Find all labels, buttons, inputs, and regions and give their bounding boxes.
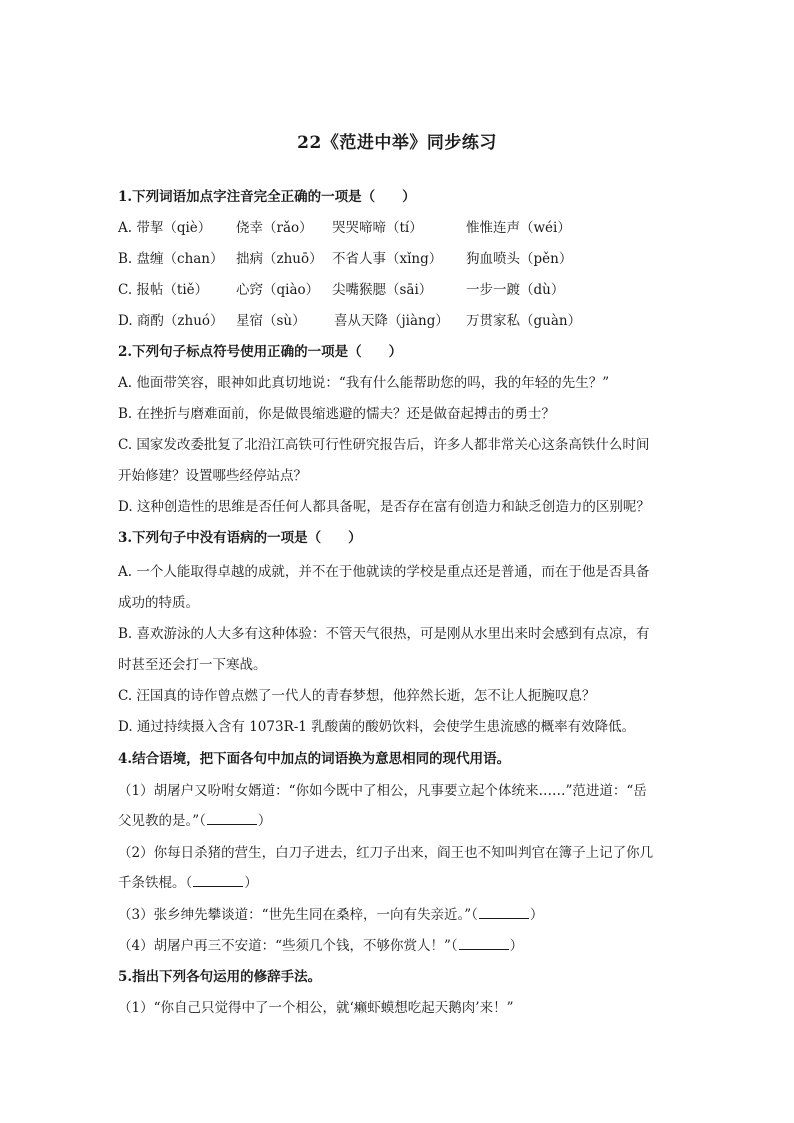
option-word: 哭哭啼啼（tí） <box>332 220 423 236</box>
question-4-stem: 4.结合语境，把下面各句中加点的词语换为意思相同的现代用语。 <box>118 751 511 767</box>
answer-blank[interactable] <box>479 906 529 919</box>
question-3-option-d: D. 通过持续摄入含有 1073R-1 乳酸菌的酸奶饮料，会使学生患流感的概率有效降低。 <box>118 719 636 735</box>
item-text: 父见教的是。”（ <box>118 813 206 829</box>
option-word: 拙病（zhuō） <box>236 251 323 267</box>
option-word: 心窍（qiào） <box>236 282 320 298</box>
option-word: 狗血喷头（pěn） <box>466 251 573 267</box>
question-5-stem: 5.指出下列各句运用的修辞手法。 <box>118 969 322 985</box>
question-2-stem: 2.下列句子标点符号使用正确的一项是（ ） <box>118 344 403 360</box>
question-4-item-2-cont <box>118 874 678 892</box>
answer-blank[interactable] <box>193 874 243 887</box>
question-1-option-a <box>118 219 678 237</box>
question-2-option-a: A. 他面带笑容，眼神如此真切地说：“我有什么能帮助您的吗，我的年轻的先生？” <box>118 375 610 391</box>
question-5-item-1: （1）“你自己只觉得中了一个相公，就‘癞虾蟆想吃起天鹅肉’来！” <box>118 1000 514 1016</box>
question-1-option-d <box>118 312 678 330</box>
item-text: （3）张乡绅先攀谈道：“世先生同在桑梓，一向有失亲近。”（ <box>118 907 478 923</box>
close-paren: ） <box>244 875 258 891</box>
question-1-stem: 1.下列词语加点字注音完全正确的一项是（ ） <box>118 189 416 205</box>
option-word: C. 报帖（tiě） <box>118 282 209 298</box>
question-4-item-2: （2）你每日杀猪的营生，白刀子进去，红刀子出来，阎王也不知叫判官在簿子上记了你几 <box>118 845 654 861</box>
option-word: 侥幸（rǎo） <box>236 220 313 236</box>
question-1-option-b <box>118 250 678 268</box>
question-4-item-4 <box>118 937 678 955</box>
question-4-item-1: （1）胡屠户又吩咐女婿道：“你如今既中了相公，凡事要立起个体统来……”范进道：“岳 <box>118 783 647 799</box>
option-word: 惟惟连声（wéi） <box>466 220 571 236</box>
answer-blank[interactable] <box>459 937 509 950</box>
question-4-item-3 <box>118 906 678 924</box>
question-3-option-b: B. 喜欢游泳的人大多有这种体验：不管天气很热，可是刚从水里出来时会感到有点凉，有 <box>118 626 650 642</box>
close-paren: ） <box>509 938 524 954</box>
question-3-stem: 3.下列句子中没有语病的一项是（ ） <box>118 530 362 546</box>
question-3-option-c: C. 汪国真的诗作曾点燃了一代人的青春梦想，他猝然长逝，怎不让人扼腕叹息？ <box>118 688 596 704</box>
option-word: 不省人事（xǐng） <box>332 251 443 267</box>
item-text: （4）胡屠户再三不安道：“些须几个钱，不够你赏人！”（ <box>118 938 458 954</box>
question-2-option-c: C. 国家发改委批复了北沿江高铁可行性研究报告后，许多人都非常关心这条高铁什么时间 <box>118 437 650 453</box>
close-paren: ） <box>529 907 544 923</box>
question-4-item-1-cont <box>118 812 678 830</box>
option-word: 尖嘴猴腮（sāi） <box>332 282 433 298</box>
option-word: 一步一踱（dù） <box>466 282 565 298</box>
option-word: 星宿（sù） <box>236 313 306 329</box>
option-word: 喜从天降（jiàng） <box>334 313 449 329</box>
close-paren: ） <box>257 813 272 829</box>
question-1-option-c <box>118 281 678 299</box>
page-title: 22《范进中举》同步练习 <box>297 133 497 153</box>
option-word: 万贯家私（guàn） <box>466 313 582 329</box>
option-word: A. 带挈（qiè） <box>118 220 212 236</box>
answer-blank[interactable] <box>207 812 257 825</box>
question-2-option-b: B. 在挫折与磨难面前，你是做畏缩逃避的懦夫？还是做奋起搏击的勇士？ <box>118 406 556 422</box>
question-3-option-b-cont: 时甚至还会打一下寒战。 <box>118 657 267 673</box>
question-3-option-a-cont: 成功的特质。 <box>118 595 199 611</box>
question-3-option-a: A. 一个人能取得卓越的成就，并不在于他就读的学校是重点还是普通，而在于他是否具备 <box>118 564 650 580</box>
item-text: 千条铁棍。（ <box>118 875 193 891</box>
question-2-option-c-cont: 开始修建？设置哪些经停站点？ <box>118 468 307 484</box>
question-2-option-d: D. 这种创造性的思维是否任何人都具备呢，是否存在富有创造力和缺乏创造力的区别呢？ <box>118 499 650 515</box>
option-word: B. 盘缠（chan） <box>118 251 224 267</box>
option-word: D. 商酌（zhuó） <box>118 313 224 329</box>
